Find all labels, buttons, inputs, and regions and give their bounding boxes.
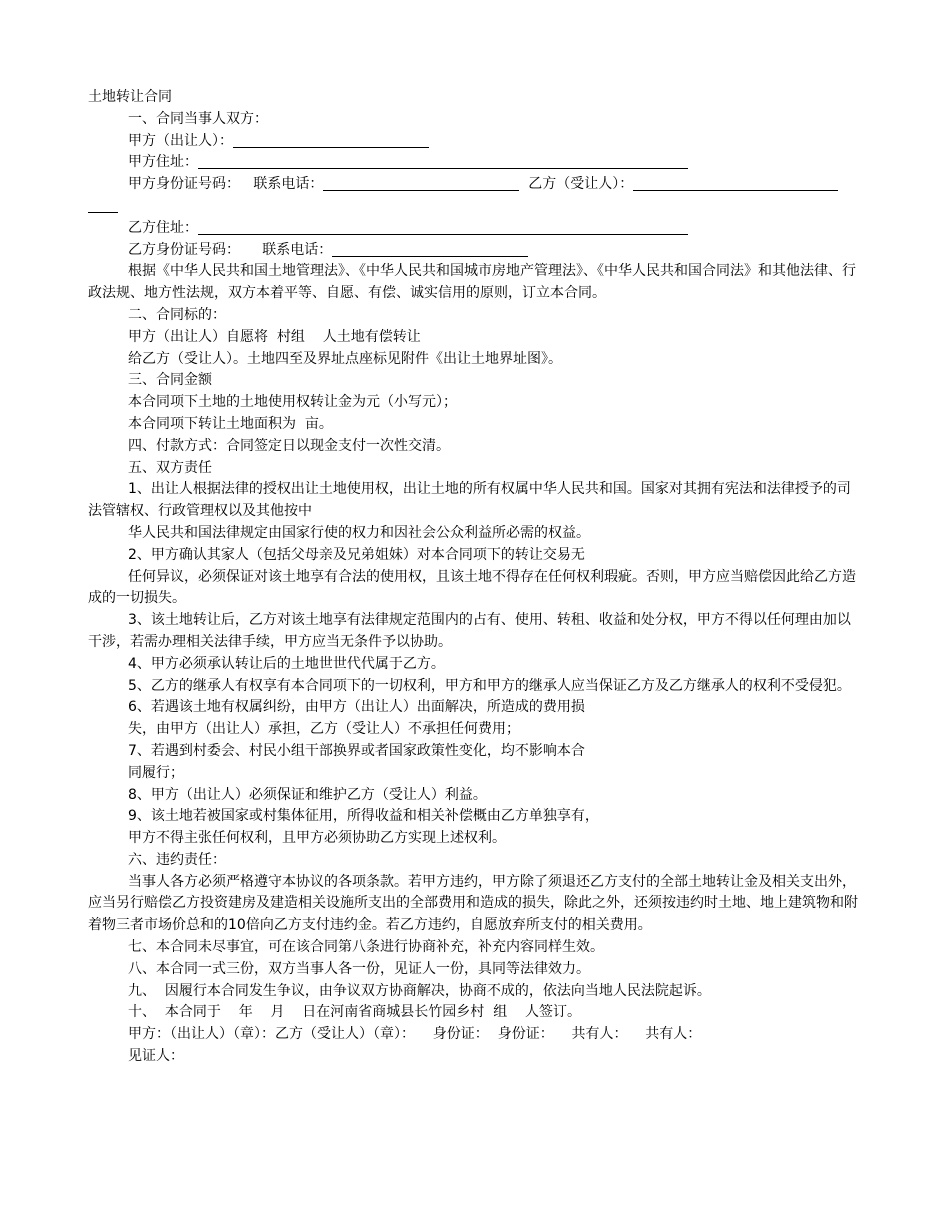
responsibility-1b: 华人民共和国法律规定由国家行使的权力和因社会公众利益所必需的权益。 <box>128 524 590 541</box>
responsibility-3: 3、该土地转让后，乙方对该土地享有法律规定范围内的占有、使用、转租、收益和处分权，甲方不得以任何理由加以干涉，若需办理相关法律手续，甲方应当无条件予以协助。 <box>88 612 851 650</box>
section-2-line-2: 给乙方（受让人）。土地四至及界址点座标见附件《出让土地界址图》。 <box>128 350 562 367</box>
responsibility-9b: 甲方不得主张任何权利，且甲方必须协助乙方实现上述权利。 <box>128 830 506 847</box>
party-b-address-blank <box>198 218 688 235</box>
section-9: 九、 因履行本合同发生争议，由争议双方协商解决，协商不成的，依法向当地人民法院起诉。 <box>128 982 711 999</box>
section-8: 八、本合同一式三份，双方当事人各一份，见证人一份，具同等法律效力。 <box>128 960 590 977</box>
section-3-line-1: 本合同项下土地的土地使用权转让金为元（小写元）； <box>128 394 457 411</box>
responsibility-5: 5、乙方的继承人有权享有本合同项下的一切权利，甲方和甲方的继承人应当保证乙方及乙方继承人的权利不受侵犯。 <box>128 677 851 694</box>
party-a-phone-blank <box>323 174 519 191</box>
witness-line: 见证人： <box>128 1048 184 1065</box>
signature-line: 甲方：（出让人）（章）：乙方（受让人）（章）： 身份证： 身份证： 共有人： 共有人： <box>128 1026 702 1043</box>
party-b-name-label: 乙方（受让人）： <box>528 176 634 193</box>
section-6-body: 当事人各方必须严格遵守本协议的各项条款。若甲方违约，甲方除了须退还乙方支付的全部土地转让金及相关支出外，应当另行赔偿乙方投资建房及建造相关设施所支出的全部费用和造成的损失，除此之外，还须按违约时土地、地上建筑物和附着物三者市场价总和的10倍向乙方支付违约金。若乙方违约，自愿放弃所支付的相关费用。 <box>88 873 858 934</box>
party-b-name-blank-tail <box>88 196 118 213</box>
section-6-heading: 六、违约责任： <box>128 851 226 868</box>
party-a-address-line <box>88 152 860 174</box>
section-1-heading: 一、合同当事人双方： <box>128 110 268 127</box>
responsibility-2b: 任何异议，必须保证对该土地享有合法的使用权，且该土地不得存在任何权利瑕疵。否则，甲方应当赔偿因此给乙方造成的一切损失。 <box>88 568 856 607</box>
party-b-address-line <box>88 218 860 240</box>
section-10: 十、 本合同于 年 月 日在河南省商城县长竹园乡村 组 人签订。 <box>128 1004 582 1021</box>
section-2-heading: 二、合同标的： <box>128 306 226 323</box>
party-a-name-label: 甲方（出让人）： <box>128 132 233 149</box>
legal-basis-paragraph: 根据《中华人民共和国土地管理法》、《中华人民共和国城市房地产管理法》、《中华人民共和国合同法》和其他法律、行政法规、地方性法规，双方本着平等、自愿、有偿、诚实信用的原则，订立本合同。 <box>88 263 856 302</box>
party-b-id-label: 乙方身份证号码： <box>128 241 240 258</box>
party-b-address-label: 乙方住址： <box>128 219 198 236</box>
party-a-phone-label: 联系电话： <box>253 176 324 193</box>
party-a-address-label: 甲方住址： <box>128 154 198 171</box>
party-b-id-phone-line <box>88 240 860 262</box>
party-a-name-blank <box>233 131 429 148</box>
responsibility-9a: 9、该土地若被国家或村集体征用，所得收益和相关补偿概由乙方单独享有， <box>128 808 599 825</box>
party-b-phone-blank <box>332 240 528 257</box>
responsibility-2a: 2、甲方确认其家人（包括父母亲及兄弟姐妹）对本合同项下的转让交易无 <box>128 546 585 563</box>
party-b-name-blank <box>633 174 838 191</box>
section-2-line-1: 甲方（出让人）自愿将 村组 人土地有偿转让 <box>128 328 421 345</box>
party-a-name-line <box>88 131 860 153</box>
party-b-phone-label: 联系电话： <box>262 241 333 258</box>
contract-document <box>88 87 860 1068</box>
party-a-id-phone-line <box>88 174 860 196</box>
section-7: 七、本合同未尽事宜，可在该合同第八条进行协商补充，补充内容同样生效。 <box>128 939 604 956</box>
section-3-heading: 三、合同金额 <box>128 372 212 389</box>
responsibility-8: 8、甲方（出让人）必须保证和维护乙方（受让人）利益。 <box>128 786 487 803</box>
responsibility-6b: 失，由甲方（出让人）承担，乙方（受让人）不承担任何费用； <box>128 721 520 738</box>
party-b-name-blank-continuation <box>88 196 860 218</box>
responsibility-4: 4、甲方必须承认转让后的土地世世代代属于乙方。 <box>128 655 445 672</box>
document-title: 土地转让合同 <box>88 89 172 105</box>
responsibility-1a: 1、出让人根据法律的授权出让土地使用权，出让土地的所有权属中华人民共和国。国家对其拥有宪法和法律授予的司法管辖权、行政管理权以及其他按中 <box>88 481 851 520</box>
responsibility-7a: 7、若遇到村委会、村民小组干部换界或者国家政策性变化，均不影响本合 <box>128 742 585 759</box>
party-a-address-blank <box>198 152 688 169</box>
section-4-payment: 四、付款方式：合同签定日以现金支付一次性交清。 <box>128 437 450 454</box>
party-a-id-label: 甲方身份证号码： <box>128 176 240 193</box>
responsibility-7b: 同履行； <box>128 764 184 781</box>
section-3-line-2: 本合同项下转让土地面积为 亩。 <box>128 415 333 432</box>
section-5-heading: 五、双方责任 <box>128 459 212 476</box>
responsibility-6a: 6、若遇该土地有权属纠纷，由甲方（出让人）出面解决，所造成的费用损 <box>128 699 585 716</box>
